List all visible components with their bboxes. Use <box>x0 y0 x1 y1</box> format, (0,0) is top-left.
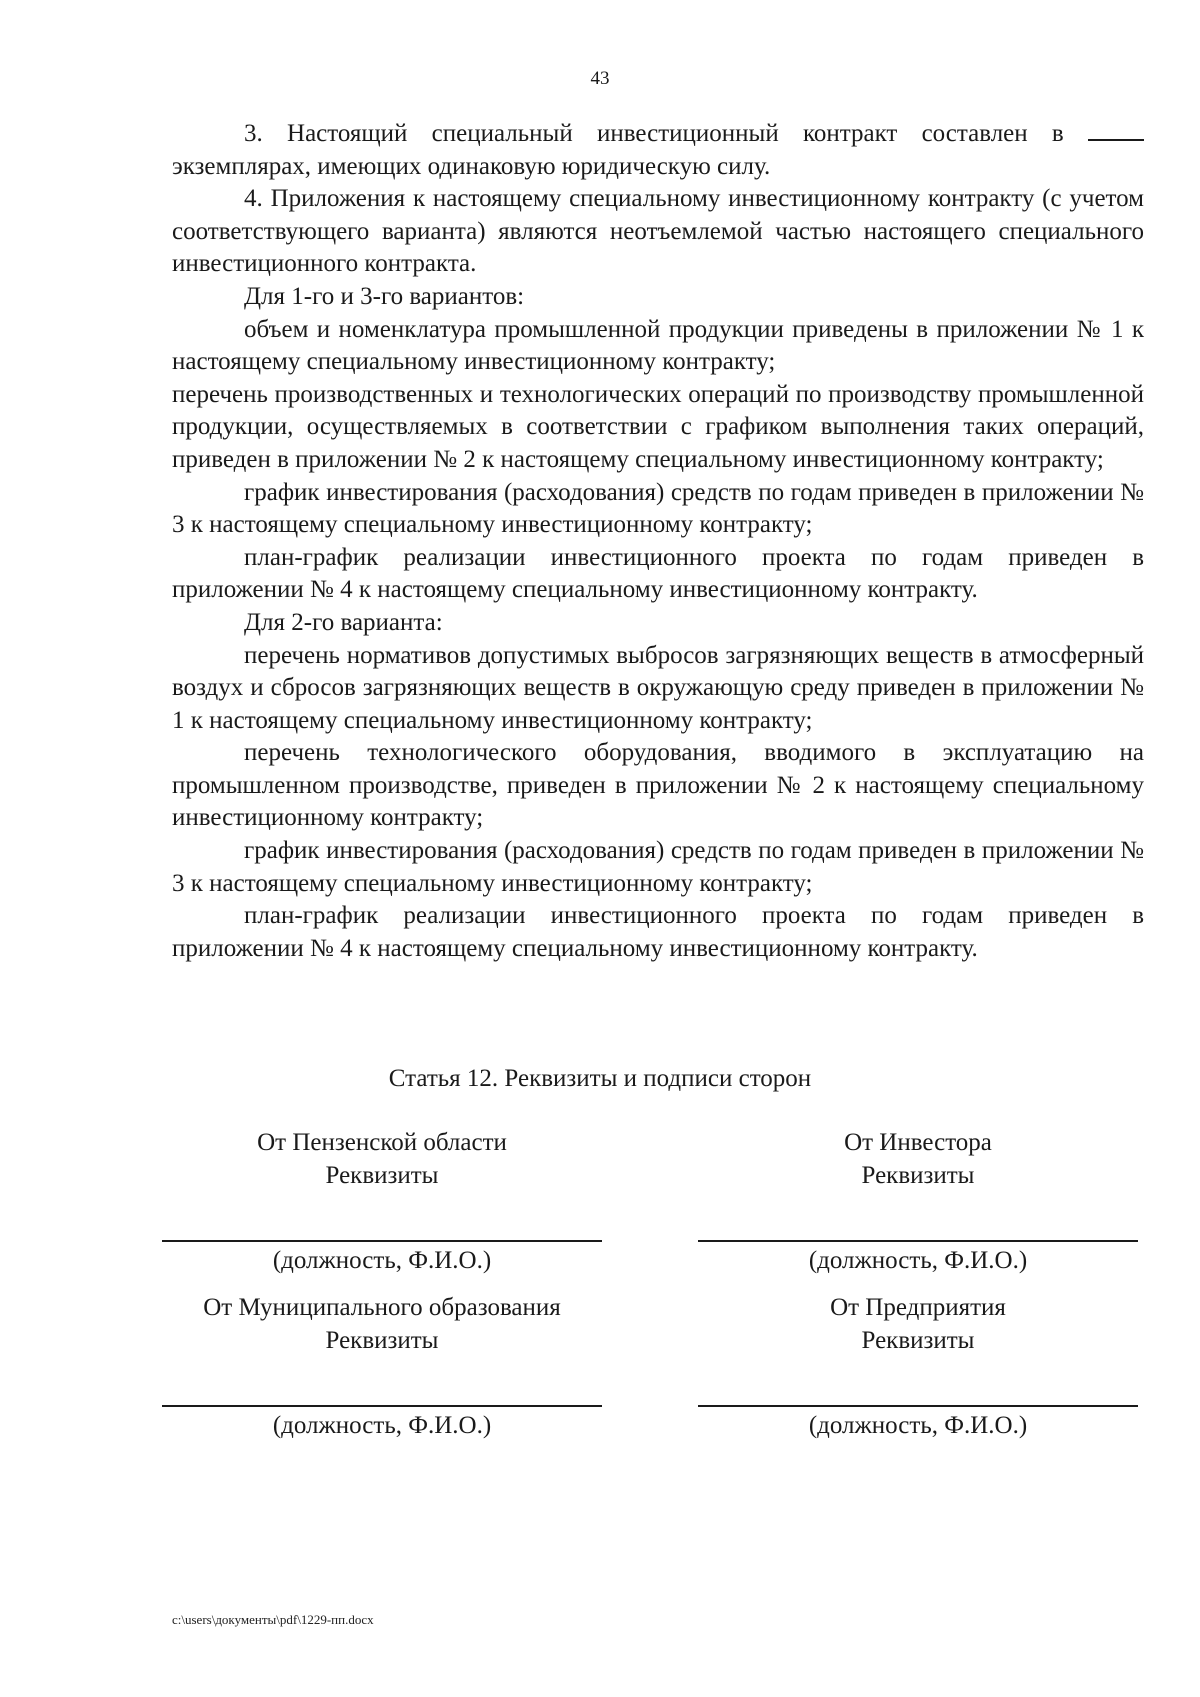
paragraph-v13-item-4: план-график реализации инвестиционного проекта по годам приведен в приложении № 4 к настоящему специальному инвестиционному контракту. <box>172 543 1144 604</box>
document-body <box>172 118 1144 965</box>
paragraph-copies-tail: экземплярах, имеющих одинаковую юридическую силу. <box>172 152 771 180</box>
signature-line <box>698 1405 1138 1407</box>
paragraph-v2-item-1: перечень нормативов допустимых выбросов загрязняющих веществ в атмосферный воздух и сбросов загрязняющих веществ в окружающую среду приведен в приложении № 1 к настоящему специальному инвестиционному контракту; <box>172 641 1144 734</box>
signature-party: От Предприятия <box>830 1294 1006 1321</box>
signature-block-investor <box>698 1126 1138 1277</box>
copies-blank-field <box>1088 119 1144 141</box>
paragraph-v13-item-3: график инвестирования (расходования) средств по годам приведен в приложении № 3 к настоящему специальному инвестиционному контракту; <box>172 478 1144 539</box>
article-title: Статья 12. Реквизиты и подписи сторон <box>388 1065 812 1092</box>
paragraph-variant-2-heading: Для 2-го варианта: <box>244 608 443 636</box>
paragraph-appendices: 4. Приложения к настоящему специальному инвестиционному контракту (с учетом соответствующего варианта) являются неотъемлемой частью настоящего специального инвестиционного контракта. <box>172 185 1144 278</box>
signature-details: Реквизиты <box>861 1327 975 1354</box>
signature-details: Реквизиты <box>325 1162 439 1189</box>
paragraph-copies-text: 3. Настоящий специальный инвестиционный контракт составлен в <box>244 120 1064 147</box>
signature-caption: (должность, Ф.И.О.) <box>808 1412 1028 1439</box>
signature-block-enterprise <box>698 1291 1138 1442</box>
paragraph-copies <box>172 118 1144 183</box>
paragraph-variant-1-3-heading: Для 1-го и 3-го вариантов: <box>244 282 525 310</box>
paragraph-v2-item-3: график инвестирования (расходования) средств по годам приведен в приложении № 3 к настоящему специальному инвестиционному контракту; <box>172 837 1144 897</box>
signature-line <box>162 1405 602 1407</box>
signature-line <box>162 1240 602 1242</box>
signature-caption: (должность, Ф.И.О.) <box>808 1247 1028 1274</box>
paragraph-v13-item-2: перечень производственных и технологических операций по производству промышленной продукции, осуществляемых в соответствии с графиком выполнения таких операций, приведен в приложении № 2 к настоящему специальному инвестиционному контракту; <box>172 380 1144 473</box>
signature-party: От Муниципального образования <box>203 1294 561 1321</box>
signature-details: Реквизиты <box>325 1327 439 1354</box>
signature-line <box>698 1240 1138 1242</box>
signature-party: От Инвестора <box>844 1129 992 1156</box>
signature-caption: (должность, Ф.И.О.) <box>272 1247 492 1274</box>
footer-file-path: c:\users\документы\pdf\1229-пп.docx <box>172 1612 374 1627</box>
paragraph-v2-item-2: перечень технологического оборудования, вводимого в эксплуатацию на промышленном производстве, приведен в приложении № 2 к настоящему специальному инвестиционному контракту; <box>172 739 1144 832</box>
signature-block-municipality <box>162 1291 602 1442</box>
signature-caption: (должность, Ф.И.О.) <box>272 1412 492 1439</box>
signature-block-region <box>162 1126 602 1277</box>
page-number: 43 <box>590 68 610 89</box>
signature-details: Реквизиты <box>861 1162 975 1189</box>
paragraph-v13-item-1: объем и номенклатура промышленной продукции приведены в приложении № 1 к настоящему специальному инвестиционному контракту; <box>172 315 1144 376</box>
paragraph-v2-item-4: план-график реализации инвестиционного проекта по годам приведен в приложении № 4 к настоящему специальному инвестиционному контракту. <box>172 902 1144 962</box>
signature-party: От Пензенской области <box>257 1129 507 1156</box>
